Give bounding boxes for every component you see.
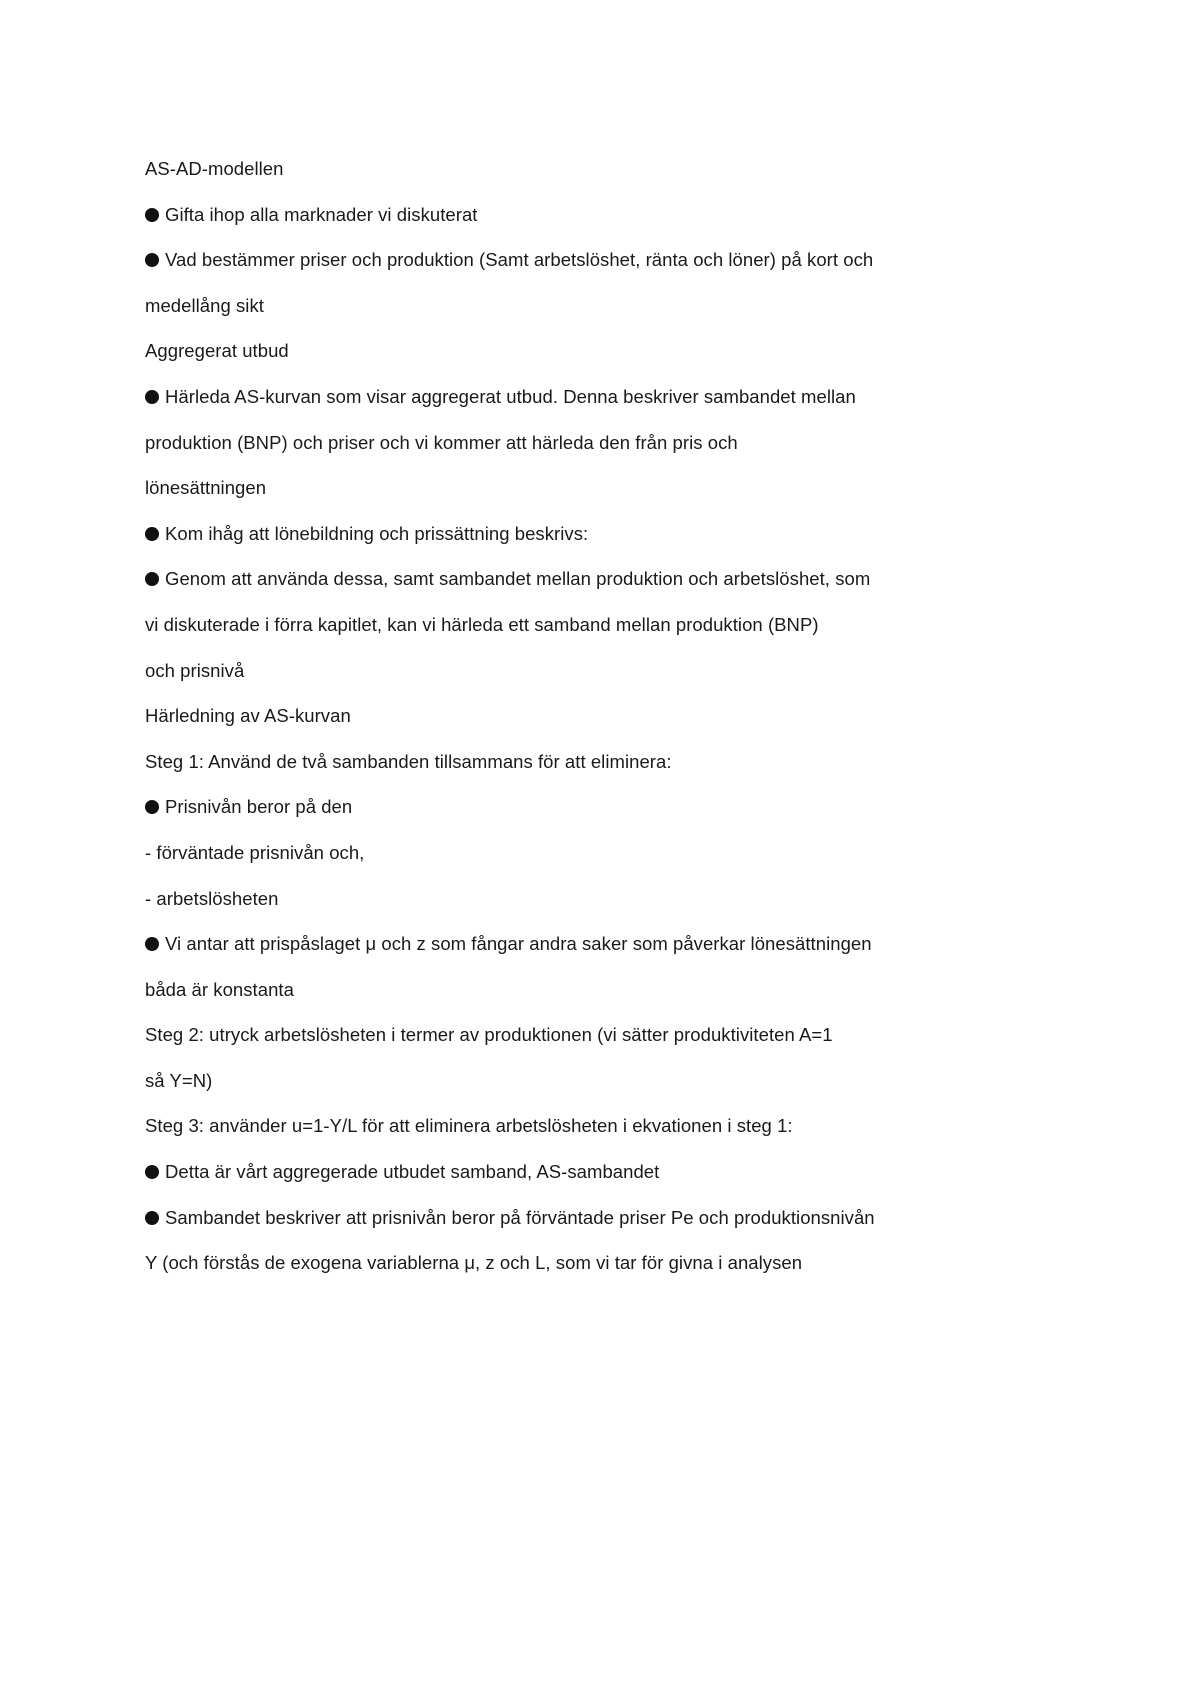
bullet-icon: [145, 390, 159, 404]
line-text: Steg 1: Använd de två sambanden tillsammans för att eliminera:: [145, 750, 672, 772]
line-text: så Y=N): [145, 1069, 213, 1091]
text-line: [145, 146, 975, 192]
text-line: [145, 1103, 975, 1149]
line-text: vi diskuterade i förra kapitlet, kan vi härleda ett samband mellan produktion (BNP): [145, 613, 819, 635]
line-text: - arbetslösheten: [145, 887, 279, 909]
text-line: [145, 1058, 975, 1104]
line-text: Detta är vårt aggregerade utbudet samband, AS-sambandet: [165, 1161, 660, 1183]
line-text: Genom att använda dessa, samt sambandet mellan produktion och arbetslöshet, som: [165, 568, 871, 590]
line-text: Steg 3: använder u=1-Y/L för att eliminera arbetslösheten i ekvationen i steg 1:: [145, 1115, 793, 1137]
bullet-list-item: [145, 511, 975, 557]
bullet-icon: [145, 1211, 159, 1225]
line-text: medellång sikt: [145, 294, 264, 316]
text-line: [145, 693, 975, 739]
line-text: AS-AD-modellen: [145, 158, 284, 179]
line-text: Y (och förstås de exogena variablerna μ, z och L, som vi tar för givna i analysen: [145, 1252, 803, 1274]
bullet-list-item: [145, 921, 975, 967]
bullet-icon: [145, 937, 159, 951]
bullet-icon: [145, 208, 159, 222]
text-line: [145, 420, 975, 466]
bullet-list-item: [145, 192, 975, 238]
bullet-icon: [145, 1165, 159, 1179]
line-text: Härleda AS-kurvan som visar aggregerat utbud. Denna beskriver sambandet mellan: [165, 385, 856, 407]
line-text: - förväntade prisnivån och,: [145, 841, 365, 863]
line-text: Vad bestämmer priser och produktion (Samt arbetslöshet, ränta och löner) på kort och: [165, 249, 874, 271]
bullet-list-item: [145, 374, 975, 420]
bullet-icon: [145, 253, 159, 267]
bullet-icon: [145, 800, 159, 814]
line-text: och prisnivå: [145, 659, 245, 681]
text-line: [145, 328, 975, 374]
bullet-list-item: [145, 1149, 975, 1195]
text-line: [145, 967, 975, 1013]
line-text: lönesättningen: [145, 477, 267, 499]
line-text: Vi antar att prispåslaget μ och z som fångar andra saker som påverkar lönesättningen: [165, 933, 872, 955]
text-line: [145, 830, 975, 876]
document-body: [145, 146, 975, 1286]
line-text: Prisnivån beror på den: [165, 796, 353, 818]
line-text: båda är konstanta: [145, 978, 294, 1000]
bullet-list-item: [145, 556, 975, 602]
text-line: [145, 648, 975, 694]
text-line: [145, 876, 975, 922]
bullet-icon: [145, 527, 159, 541]
line-text: Aggregerat utbud: [145, 340, 289, 362]
line-text: Gifta ihop alla marknader vi diskuterat: [165, 203, 478, 225]
bullet-list-item: [145, 1195, 975, 1241]
bullet-list-item: [145, 237, 975, 283]
text-line: [145, 283, 975, 329]
line-text: Kom ihåg att lönebildning och prissättning beskrivs:: [165, 522, 589, 544]
text-line: [145, 465, 975, 511]
line-text: Härledning av AS-kurvan: [145, 705, 351, 727]
bullet-list-item: [145, 784, 975, 830]
bullet-icon: [145, 572, 159, 586]
line-text: produktion (BNP) och priser och vi kommer att härleda den från pris och: [145, 431, 738, 453]
text-line: [145, 739, 975, 785]
line-text: Steg 2: utryck arbetslösheten i termer av produktionen (vi sätter produktiviteten A=1: [145, 1024, 833, 1046]
line-text: Sambandet beskriver att prisnivån beror på förväntade priser Pe och produktionsnivån: [165, 1206, 875, 1228]
text-line: [145, 602, 975, 648]
text-line: [145, 1012, 975, 1058]
text-line: [145, 1240, 975, 1286]
